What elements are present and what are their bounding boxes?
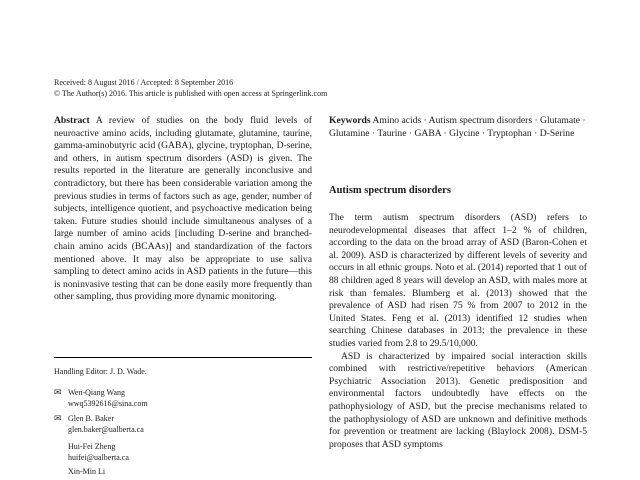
- author-email[interactable]: huifei@ualberta.ca: [68, 453, 129, 462]
- abstract: [54, 115, 312, 304]
- author-name: Wen-Qiang Wang: [68, 388, 125, 397]
- author-entry: [54, 413, 254, 435]
- section-heading: Autism spectrum disorders: [329, 185, 451, 196]
- author-entry: [54, 466, 254, 477]
- keywords-text: Amino acids · Autism spectrum disorders · Glutamate · Glutamine · Taurine · GABA · Glycine · Tryptophan · D-Serine: [329, 115, 586, 139]
- keywords-label: Keywords: [329, 115, 371, 126]
- author-name: Xin-Min Li: [68, 467, 106, 476]
- footnote-divider: [54, 357, 312, 358]
- envelope-icon: ✉: [54, 388, 62, 398]
- open-access-line: © The Author(s) 2016. This article is published with open access at Springerlink.com: [54, 89, 328, 98]
- keywords: [329, 115, 587, 140]
- handling-editor: Handling Editor: J. D. Wade.: [54, 367, 147, 376]
- author-entry: [54, 441, 254, 463]
- author-email[interactable]: glen.baker@ualberta.ca: [68, 425, 144, 434]
- author-name: Hui-Fei Zheng: [68, 442, 116, 451]
- received-accepted-line: Received: 8 August 2016 / Accepted: 8 September 2016: [54, 78, 234, 87]
- author-email[interactable]: wwq5392616@sina.com: [68, 399, 148, 408]
- abstract-text: A review of studies on the body fluid levels of neuroactive amino acids, including glutamate, glutamine, taurine, gamma-aminobutyric acid (GABA), glycine, tryptophan, D-serine, and others, in autism spectrum disorders (ASD) is given. The results reported in the literature are generally inconclusive and contradictory, but there has been considerable variation among the previous studies in terms of factors such as age, gender, number of subjects, intelligence quotient, and psychoactive medication being taken. Future studies should include simultaneous analyses of a large number of amino acids [including D-serine and branched-chain amino acids (BCAAs)] and standardization of the factors mentioned above. It may also be appropriate to use saliva sampling to detect amino acids in ASD patients in the future—this is noninvasive testing that can be done easily more frequently than other sampling, thus providing more dynamic monitoring.: [54, 115, 312, 303]
- author-name: Glen B. Baker: [68, 414, 114, 423]
- section-body: [329, 212, 587, 451]
- paragraph-2: ASD is characterized by impaired social interaction skills combined with restrictive/repetitive behaviors (American Psychiatric Association 2013). Genetic predisposition and environmental factors undoubtedly have effects on the pathophysiology of ASD, but the precise mechanisms related to the pathophysiology of ASD are unknown and definitive methods for prevention or treatment are lacking (Blaylock 2008). DSM-5 proposes that ASD symptoms: [329, 350, 587, 450]
- author-entry: [54, 387, 254, 409]
- envelope-icon: ✉: [54, 414, 62, 424]
- paragraph-1: The term autism spectrum disorders (ASD) refers to neurodevelopmental diseases that affect 1–2 % of children, according to the data on the broad array of ASD (Baron-Cohen et al. 2009). ASD is characterized by different levels of severity and occurs in all ethnic groups. Noto et al. (2014) reported that 1 out of 88 children aged 8 years will develop an ASD, with males more at risk than females. Blumberg et al. (2013) showed that the prevalence of ASD had risen 75 % from 2007 to 2012 in the United States. Feng et al. (2013) identified 12 studies when searching Chinese databases in 2013; the prevalence in these studies varied from 2.8 to 29.5/10,000.: [329, 212, 587, 349]
- abstract-label: Abstract: [54, 115, 90, 126]
